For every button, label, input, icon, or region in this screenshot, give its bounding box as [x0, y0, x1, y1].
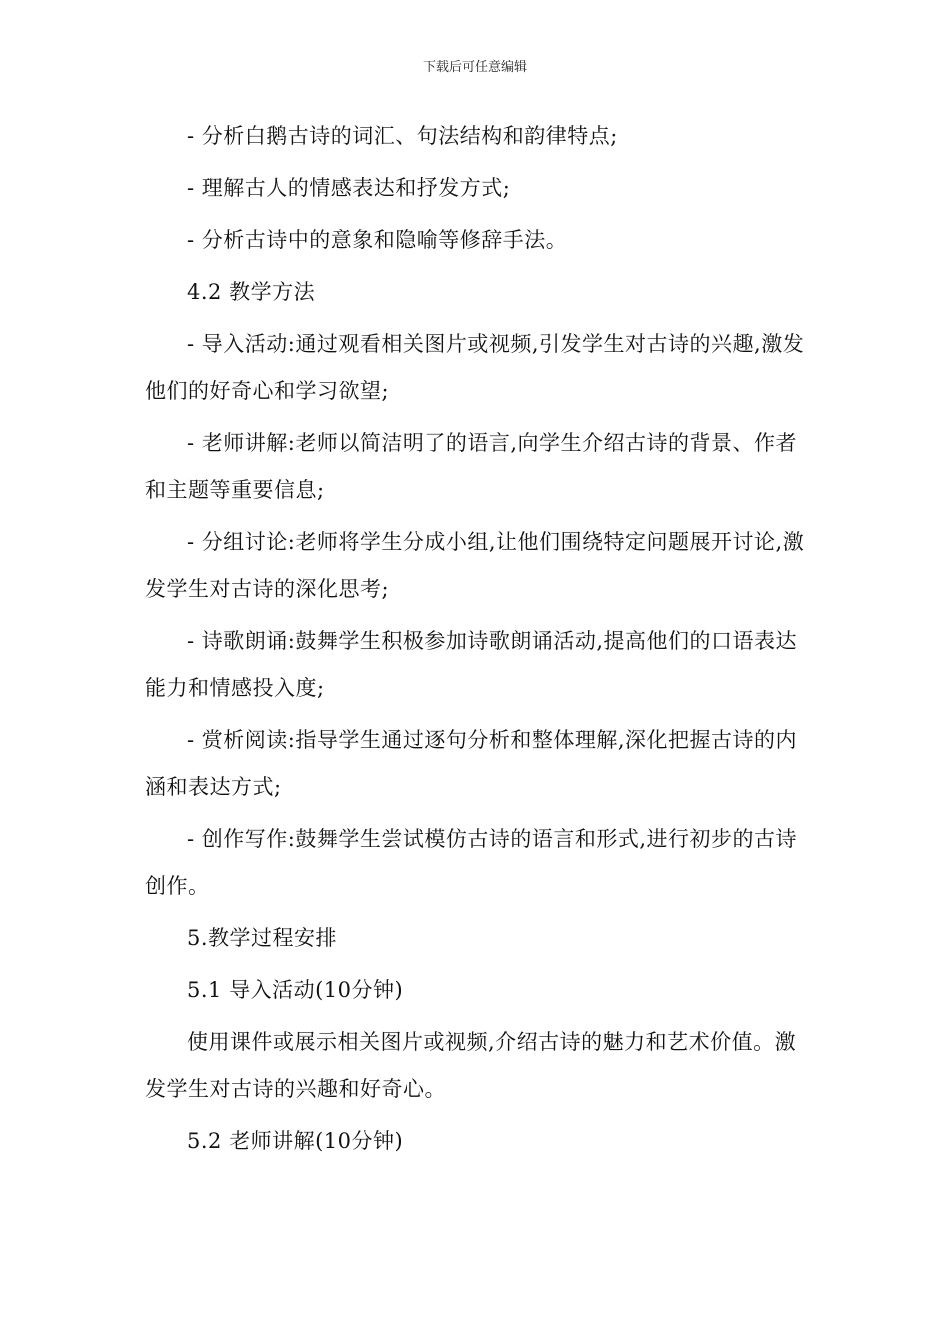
paragraph-method-lecture: - 老师讲解:老师以简洁明了的语言,向学生介绍古诗的背景、作者和主题等重要信息;	[145, 431, 798, 502]
page-header: 下载后可任意编辑	[422, 60, 527, 75]
section-heading-5-1: 5.1 导入活动(10分钟)	[187, 978, 404, 1002]
paragraph-objective-emotion: - 理解古人的情感表达和抒发方式;	[187, 176, 511, 200]
paragraph-intro-activity: 使用课件或展示相关图片或视频,介绍古诗的魅力和艺术价值。激发学生对古诗的兴趣和好奇心。	[145, 1030, 797, 1101]
paragraph-objective-rhetoric: - 分析古诗中的意象和隐喻等修辞手法。	[187, 228, 568, 252]
section-heading-5-2: 5.2 老师讲解(10分钟)	[187, 1129, 404, 1153]
paragraph-objective-vocabulary: - 分析白鹅古诗的词汇、句法结构和韵律特点;	[187, 124, 618, 148]
paragraph-method-intro: - 导入活动:通过观看相关图片或视频,引发学生对古诗的兴趣,激发他们的好奇心和学习欲望;	[145, 332, 805, 403]
paragraph-method-reading: - 赏析阅读:指导学生通过逐句分析和整体理解,深化把握古诗的内涵和表达方式;	[145, 728, 798, 799]
paragraph-method-discussion: - 分组讨论:老师将学生分成小组,让他们围绕特定问题展开讨论,激发学生对古诗的深化思考;	[145, 530, 805, 601]
paragraph-method-writing: - 创作写作:鼓舞学生尝试模仿古诗的语言和形式,进行初步的古诗创作。	[145, 827, 798, 898]
section-heading-4-2: 4.2 教学方法	[187, 280, 316, 304]
paragraph-method-recitation: - 诗歌朗诵:鼓舞学生积极参加诗歌朗诵活动,提高他们的口语表达能力和情感投入度;	[145, 629, 798, 700]
document-body	[145, 113, 815, 1170]
section-heading-5: 5.教学过程安排	[187, 926, 338, 950]
